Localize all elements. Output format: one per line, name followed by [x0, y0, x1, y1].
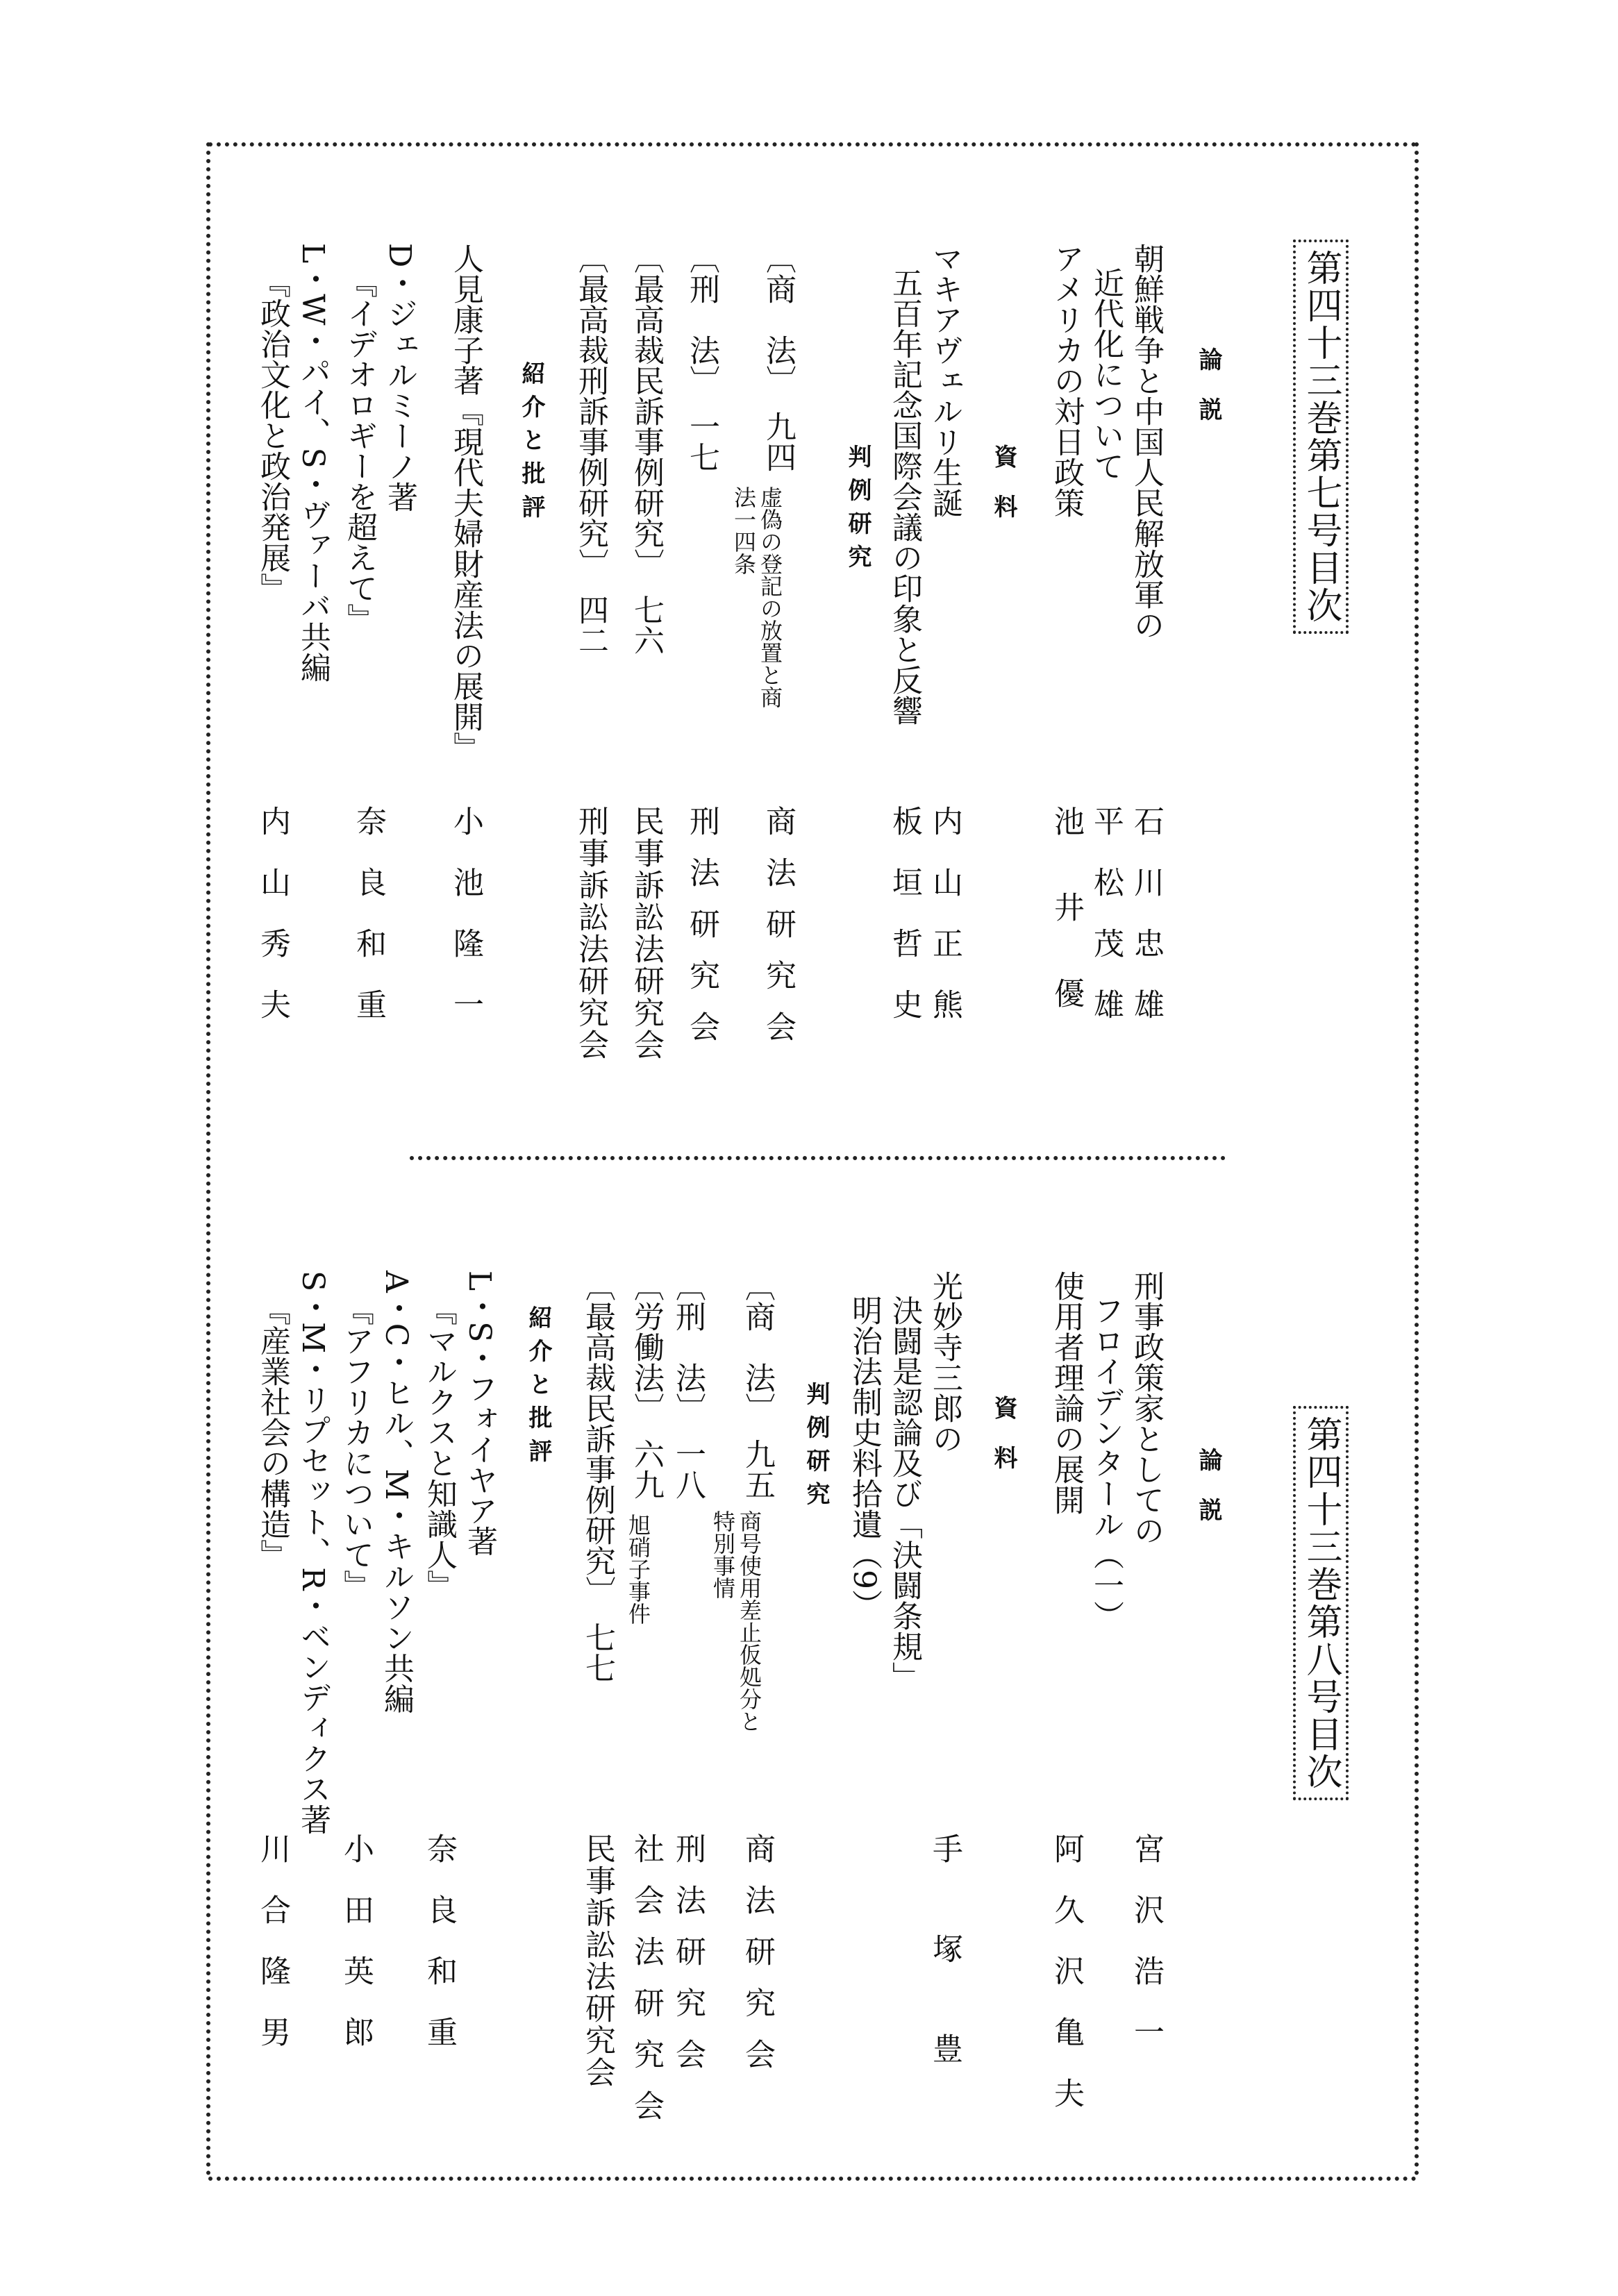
frame-left-border — [206, 142, 210, 2177]
issue-8-case-1-author: 商法研究会 — [740, 1833, 775, 2090]
issue-7-section-review: 紹介と批評 — [517, 361, 545, 528]
issue-7-review-3-line-1: L・W・パイ、S・ヴァーバ共編 — [295, 243, 331, 682]
issue-8-case-3-note: 旭硝子事件 — [625, 1514, 651, 1625]
issue-8-case-1-note-2: 特別事情 — [710, 1510, 736, 1599]
issue-7-shiryo-line-1: マキアヴェルリ生誕 — [927, 243, 962, 518]
issue-7-title: 第四十三巻第七号目次 — [1293, 240, 1349, 634]
issue-8-review-1-line-2: 『マルクスと知識人』 — [422, 1295, 457, 1600]
issue-7-shiryo-line-2: 五百年記念国際会議の印象と反響 — [887, 267, 922, 726]
frame-right-border — [1415, 142, 1419, 2177]
issue-8-case-4-label: 〔最高裁民訴事例研究〕 七七 — [580, 1271, 615, 1683]
issue-7-section-hanrei: 判例研究 — [844, 444, 871, 578]
issue-7-case-4-author: 刑事訴訟法研究会 — [573, 805, 608, 1061]
frame-bottom-border — [208, 2177, 1417, 2181]
issue-8-case-3-author: 社会法研究会 — [628, 1833, 664, 2141]
issue-7-review-2-line-1: D・ジェルミーノ著 — [382, 243, 417, 512]
issue-8-section-ronsetsu: 論説 — [1194, 1448, 1222, 1548]
issue-8-shiryo-line-1: 光妙寺三郎の — [927, 1271, 962, 1454]
issue-7-case-3-label: 〔最高裁民訴事例研究〕 七六 — [628, 243, 664, 655]
issue-7-shiryo-author-2: 板垣哲史 — [887, 805, 922, 1050]
issue-8-review-3-line-2: 『産業社会の構造』 — [255, 1295, 290, 1570]
issue-8-review-3-author: 川合隆男 — [255, 1833, 290, 2077]
issue-8-review-1-line-1: L・S・フォイヤア著 — [462, 1271, 497, 1557]
issue-8-review-2-line-2: 『アフリカについて』 — [338, 1295, 374, 1600]
issue-7-case-4-label: 〔最高裁刑訴事例研究〕 四二 — [573, 243, 608, 655]
issue-8-article-2: 使用者理論の展開 — [1049, 1271, 1084, 1515]
issue-8-review-3-line-1: S・M・リプセット、R・ベンディクス著 — [295, 1271, 331, 1835]
issue-7-article-2-author: 平松茂雄 — [1088, 805, 1124, 1050]
issue-8-review-1-author: 奈良和重 — [422, 1833, 457, 2077]
issue-7-article-1-line-2: 近代化について — [1088, 267, 1124, 481]
issue-8-section-shiryo: 資料 — [990, 1396, 1017, 1495]
issue-8-review-2-line-1: A・C・ヒル、M・キルソン共編 — [378, 1271, 414, 1714]
issue-7-article-2-author-2: 池井優 — [1049, 805, 1084, 1064]
issue-7-review-1-author: 小池隆一 — [448, 805, 483, 1050]
issue-7-case-3-author: 民事訴訟法研究会 — [628, 805, 664, 1061]
issue-7-article-1-line-1: 朝鮮戦争と中国人民解放軍の — [1128, 243, 1164, 640]
issue-8-title: 第四十三巻第八号目次 — [1293, 1406, 1349, 1800]
issue-7-article-2: アメリカの対日政策 — [1049, 243, 1084, 518]
issue-7-review-2-line-2: 『イデオロギーを超えて』 — [342, 267, 377, 634]
issue-8-shiryo-line-2: 決闘是認論及び「決闘条規」 — [887, 1295, 922, 1692]
issue-8-review-2-author: 小田英郎 — [338, 1833, 374, 2077]
issue-7-case-1-label: 〔商 法〕 九四 — [760, 243, 796, 472]
issue-8-article-1-author: 宮沢浩一 — [1128, 1833, 1164, 2077]
issue-8-case-2-author: 刑法研究会 — [670, 1833, 706, 2090]
issue-7-review-2-author: 奈良和重 — [351, 805, 386, 1050]
issue-7-article-1-author: 石川忠雄 — [1128, 805, 1164, 1050]
issue-8-shiryo-line-3: 明治法制史料拾遺（9） — [846, 1295, 882, 1620]
frame-top-border — [208, 142, 1417, 146]
issue-8-article-2-author: 阿久沢亀夫 — [1049, 1833, 1084, 2138]
issue-8-section-hanrei: 判例研究 — [802, 1382, 830, 1515]
issue-8-case-1-note-1: 商号使用差止仮処分と — [736, 1510, 762, 1732]
issue-7-case-1-author: 商法研究会 — [760, 805, 796, 1062]
issue-8-case-3-label: 〔労働法〕 六九 — [628, 1271, 664, 1500]
issue-7-review-3-author: 内山秀夫 — [255, 805, 290, 1050]
issue-8-article-1-line-1: 刑事政策家としての — [1128, 1271, 1164, 1545]
issue-7-case-1-note-2: 法一四条 — [731, 486, 757, 575]
issue-7-section-shiryo: 資料 — [990, 444, 1017, 544]
section-divider — [410, 1156, 1226, 1160]
issue-7-section-ronsetsu: 論説 — [1194, 347, 1222, 447]
issue-7-case-2-author: 刑法研究会 — [684, 805, 719, 1062]
issue-8-section-review: 紹介と批評 — [524, 1305, 552, 1472]
issue-8-case-1-label: 〔商 法〕 九五 — [740, 1271, 775, 1500]
issue-8-case-2-label: 〔刑 法〕 一八 — [670, 1271, 706, 1500]
issue-8-case-4-author: 民事訴訟法研究会 — [580, 1833, 615, 2088]
issue-7-review-3-line-2: 『政治文化と政治発展』 — [255, 267, 290, 603]
issue-7-review-1: 人見康子著『現代夫婦財産法の展開』 — [448, 243, 483, 762]
issue-8-shiryo-author: 手塚豊 — [927, 1833, 962, 2133]
issue-7-case-1-note-1: 虚偽の登記の放置と商 — [757, 486, 783, 708]
issue-8-article-1-line-2: フロイデンタール（一） — [1088, 1295, 1124, 1631]
issue-7-case-2-label: 〔刑 法〕 一七 — [684, 243, 719, 472]
issue-7-shiryo-author-1: 内山正熊 — [927, 805, 962, 1050]
